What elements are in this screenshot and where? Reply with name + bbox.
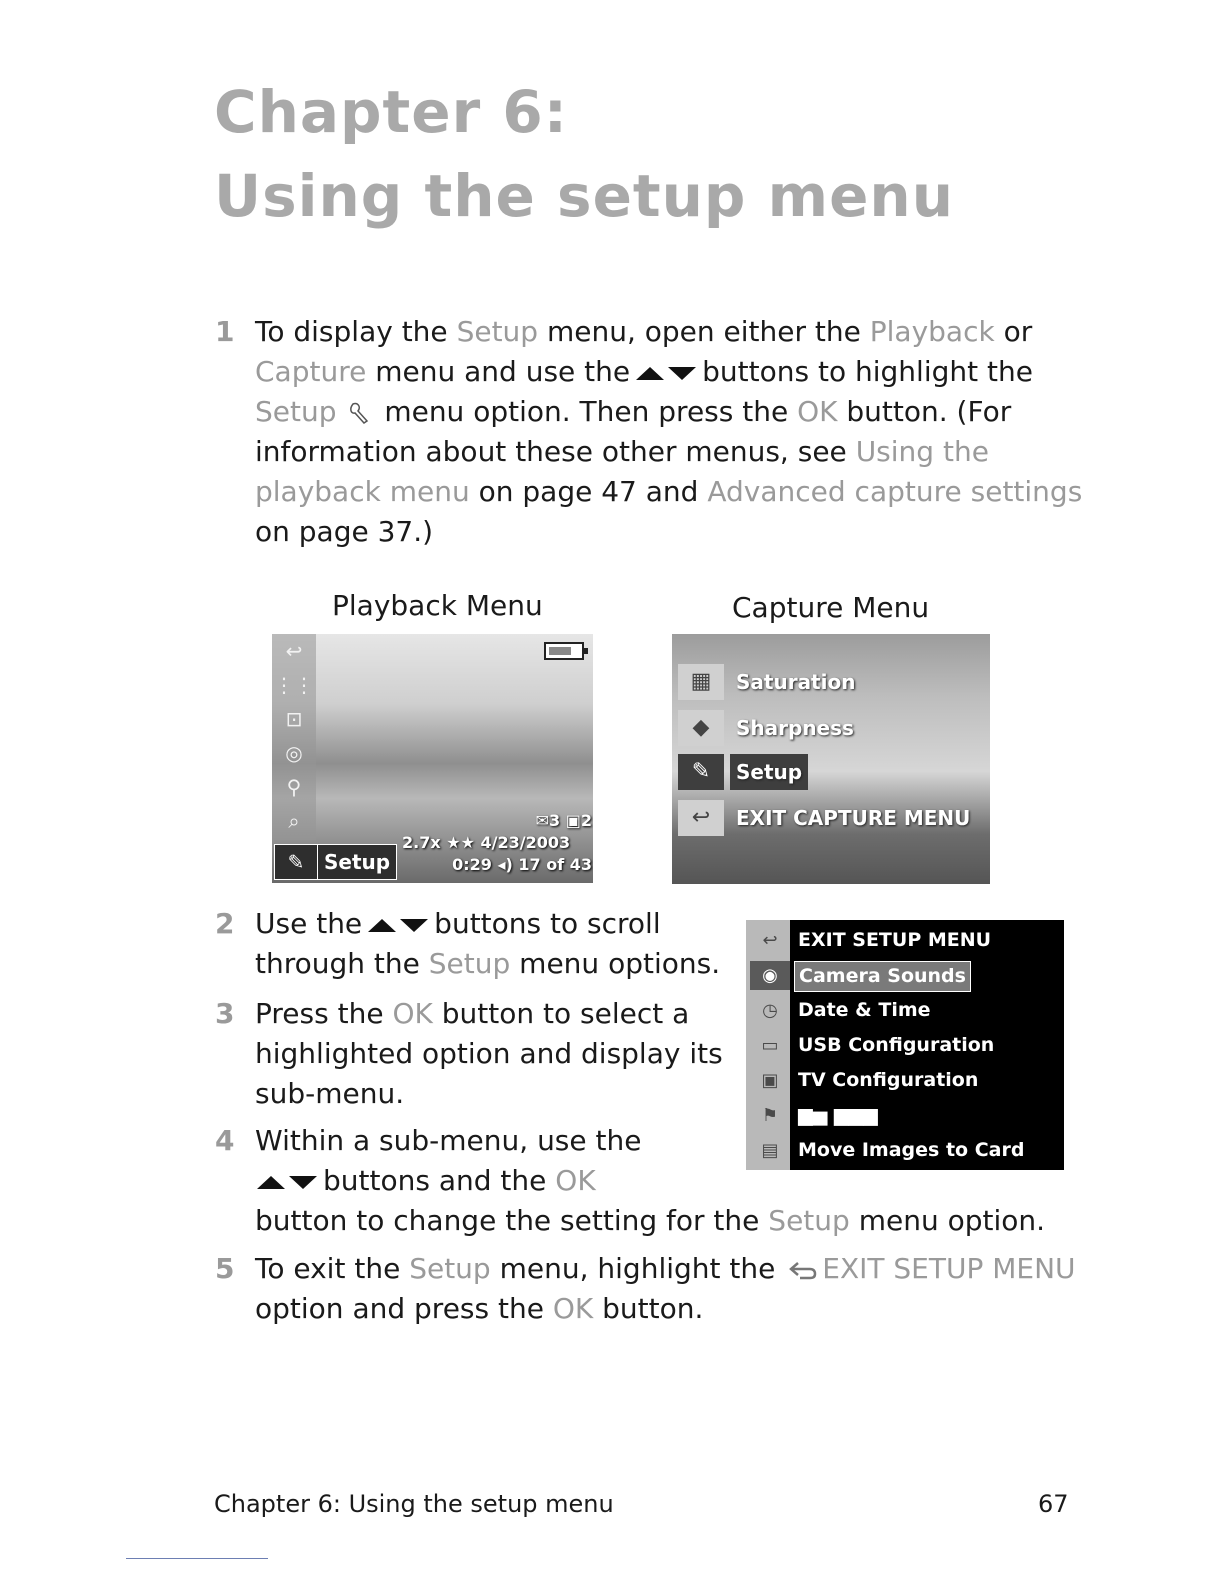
capture-menu-item (672, 662, 990, 702)
image-index: 17 of 43 (518, 855, 592, 874)
sound-icon: ◉ (750, 961, 790, 990)
setup-menu-item-selected (746, 958, 1064, 993)
up-down-arrows-icon (366, 916, 430, 934)
exit-icon: ↩ (678, 800, 724, 836)
battery-icon (544, 640, 590, 662)
back-icon: ↩ (285, 639, 303, 663)
capture-menu-item (672, 798, 990, 838)
setup-menu-item (746, 1028, 1064, 1063)
setup-menu-item-label: Move Images to Card (798, 1139, 1025, 1161)
step-1-line-4: information about these other menus, see Using the (255, 435, 989, 468)
step-1 (215, 312, 1085, 552)
wrench-icon: ✎ (274, 844, 318, 880)
footer-rule (126, 1558, 268, 1559)
saturation-icon: ▦ (678, 664, 724, 700)
print-icon: ✉ (535, 811, 550, 830)
page-number: 67 (1038, 1490, 1069, 1518)
language-icon: ⚑ (761, 1105, 779, 1126)
step-number: 1 (215, 315, 235, 348)
playback-info-overlay (402, 810, 592, 876)
wrench-icon (349, 401, 371, 425)
frame-icon: ⊡ (285, 707, 303, 731)
capture-menu-item-label: EXIT CAPTURE MENU (736, 806, 971, 830)
share-count: 2 (580, 811, 592, 830)
sharpness-icon: ◆ (678, 710, 724, 746)
footer-chapter-title: Chapter 6: Using the setup menu (214, 1490, 614, 1518)
setup-menu-item-label: USB Configuration (798, 1034, 995, 1056)
memory-card-icon: ▤ (761, 1140, 779, 1161)
setup-menu-item (746, 1098, 1064, 1133)
link-using-playback[interactable]: Using the (855, 435, 989, 468)
wrench-icon: ✎ (678, 754, 724, 790)
step-number: 2 (215, 907, 235, 940)
step-3: 3 Press the OK button to select a highlighted option and display its sub-menu. (255, 994, 735, 1114)
usb-icon: ▭ (761, 1035, 779, 1056)
step-number: 4 (215, 1124, 235, 1157)
setup-keyword: Setup (456, 315, 539, 348)
capture-menu-item-selected (672, 752, 990, 792)
capture-menu-screenshot (672, 634, 990, 884)
playback-setup-item (274, 844, 397, 880)
setup-menu-item (746, 1063, 1064, 1098)
step-number: 3 (215, 997, 235, 1030)
step-1-line-3: Setup menu option. Then press the OK button. (For (255, 395, 1012, 428)
microphone-icon: ⚲ (286, 775, 302, 799)
chapter-title-line2: Using the setup menu (214, 162, 954, 230)
step-number: 5 (215, 1252, 235, 1285)
rotate-icon: ◎ (285, 741, 303, 765)
up-down-arrows-icon (634, 364, 698, 382)
tv-icon: ▣ (761, 1070, 779, 1091)
share-icon: ▣ (565, 811, 581, 830)
speaker-icon: ◂) (497, 855, 513, 874)
rating-stars: ★★ (446, 833, 475, 852)
clock-icon: ◷ (762, 1000, 778, 1021)
setup-menu-item-label: TV Configuration (798, 1069, 979, 1091)
capture-keyword: Capture (255, 355, 367, 388)
step-2: 2 Use the buttons to scroll through the Setup menu options. (255, 904, 735, 984)
playback-menu-caption: Playback Menu (332, 589, 543, 622)
capture-menu-item (672, 708, 990, 748)
link-playback-menu[interactable]: playback menu (255, 475, 470, 508)
audio-time: 0:29 (452, 855, 492, 874)
chapter-title (214, 70, 954, 238)
step-1-line-5: playback menu on page 47 and Advanced capture settings (255, 475, 1083, 508)
setup-menu-item (746, 923, 1064, 958)
capture-menu-item-label: Sharpness (736, 716, 854, 740)
playback-keyword: Playback (869, 315, 995, 348)
setup-menu-item-label: EXIT SETUP MENU (798, 929, 992, 951)
capture-menu-item-label: Saturation (736, 670, 856, 694)
step-1-line-1: To display the Setup menu, open either the Playback or (255, 315, 1033, 348)
magnify-icon: ⌕ (288, 809, 300, 833)
zoom-value: 2.7x (402, 833, 441, 852)
capture-menu-item-label: Setup (730, 754, 808, 790)
up-down-arrows-icon (255, 1173, 319, 1191)
setup-menu-item-label: Date & Time (798, 999, 931, 1021)
step-5: 5 To exit the Setup menu, highlight the EXIT SETUP MENU option and press the OK button. (255, 1249, 1085, 1329)
setup-menu-item (746, 1133, 1064, 1168)
photo-date: 4/23/2003 (480, 833, 571, 852)
step-4: 4 Within a sub-menu, use the buttons and the OK button to change the setting for the Setup menu option. (255, 1121, 1085, 1241)
step-1-line-6: on page 37.) (255, 515, 434, 548)
playback-menu-screenshot (272, 634, 593, 883)
exit-icon: ↩ (762, 930, 778, 951)
playback-setup-label: Setup (318, 844, 397, 880)
playback-icon-column (272, 634, 316, 840)
step-1-line-2: Capture menu and use the buttons to highlight the (255, 355, 1033, 388)
setup-menu-screenshot (746, 920, 1064, 1170)
setup-menu-item (746, 993, 1064, 1028)
setup-menu-item-label: Camera Sounds (794, 961, 971, 992)
capture-menu-caption: Capture Menu (732, 591, 930, 624)
print-count: 3 (549, 811, 561, 830)
chapter-title-line1: Chapter 6: (214, 78, 568, 146)
exit-arrow-icon (788, 1260, 818, 1280)
setup-menu-item-label: ▆▅ ▆▆▆ (798, 1104, 878, 1126)
link-advanced-capture[interactable]: Advanced capture settings (707, 475, 1083, 508)
grid-icon: ⋮⋮ (274, 673, 314, 697)
